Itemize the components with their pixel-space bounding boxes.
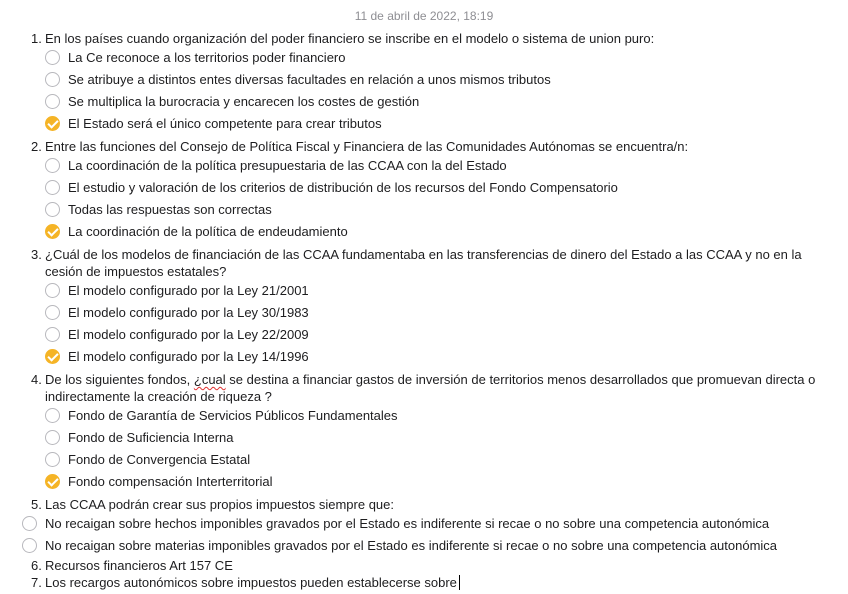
question-text: En los países cuando organización del poder financiero se inscribe en el modelo o sistema de union puro: bbox=[45, 31, 655, 46]
question-text: Las CCAA podrán crear sus propios impuestos siempre que: bbox=[45, 497, 395, 512]
question-number: 6. bbox=[31, 558, 42, 573]
checklist-item[interactable] bbox=[0, 449, 848, 471]
question-text: Entre las funciones del Consejo de Política Fiscal y Financiera de las Comunidades Autónomas se encuentra/n: bbox=[45, 139, 689, 154]
checklist-item[interactable] bbox=[0, 280, 848, 302]
question-number: 3. bbox=[31, 247, 42, 262]
question-5[interactable] bbox=[0, 496, 848, 513]
checklist-item-label: No recaigan sobre hechos imponibles gravados por el Estado es indiferente si recae o no sobre una competencia autonómica bbox=[45, 516, 770, 531]
question-1[interactable] bbox=[0, 30, 848, 47]
checklist-item[interactable] bbox=[0, 177, 848, 199]
checklist-item-label: La Ce reconoce a los territorios poder financiero bbox=[68, 50, 346, 65]
question-4[interactable] bbox=[0, 371, 848, 405]
timestamp: 11 de abril de 2022, 18:19 bbox=[354, 9, 494, 23]
question-7[interactable] bbox=[0, 574, 848, 591]
question-text-start: De los siguientes fondos, bbox=[45, 372, 194, 387]
question-6[interactable] bbox=[0, 557, 848, 574]
unchecked-circle-icon[interactable] bbox=[45, 408, 60, 423]
question-number: 1. bbox=[31, 31, 42, 46]
checklist-item[interactable] bbox=[0, 199, 848, 221]
checklist-item[interactable] bbox=[0, 91, 848, 113]
checklist-item-label: Fondo compensación Interterritorial bbox=[68, 474, 273, 489]
unchecked-circle-icon[interactable] bbox=[22, 538, 37, 553]
question-number: 5. bbox=[31, 497, 42, 512]
checklist-item-label: La coordinación de la política de endeudamiento bbox=[68, 224, 348, 239]
unchecked-circle-icon[interactable] bbox=[45, 50, 60, 65]
checklist-item-label: Se multiplica la burocracia y encarecen los costes de gestión bbox=[68, 94, 420, 109]
unchecked-circle-icon[interactable] bbox=[45, 158, 60, 173]
checklist-item-label: El modelo configurado por la Ley 30/1983 bbox=[68, 305, 309, 320]
checkmark-circle-icon[interactable] bbox=[45, 224, 60, 239]
checklist-item-label: El modelo configurado por la Ley 22/2009 bbox=[68, 327, 309, 342]
checklist-item-label: Todas las respuestas son correctas bbox=[68, 202, 272, 217]
checklist-item[interactable] bbox=[0, 471, 848, 493]
unchecked-circle-icon[interactable] bbox=[45, 180, 60, 195]
checklist-item[interactable] bbox=[0, 69, 848, 91]
checklist-item-label: El estudio y valoración de los criterios de distribución de los recursos del Fondo Compensatorio bbox=[68, 180, 618, 195]
checklist-item[interactable] bbox=[0, 535, 848, 557]
checklist-item-label: No recaigan sobre materias imponibles gravados por el Estado es indiferente si recae o no sobre una competencia autonómica bbox=[45, 538, 778, 553]
checklist-item[interactable] bbox=[0, 427, 848, 449]
checkmark-circle-icon[interactable] bbox=[45, 349, 60, 364]
question-text-end: se destina a financiar gastos de inversión de territorios menos desarrollados que promuevan directa o indirectamente la creación de riqueza ? bbox=[45, 372, 816, 404]
question-2[interactable] bbox=[0, 138, 848, 155]
checkmark-circle-icon[interactable] bbox=[45, 116, 60, 131]
misspelled-word[interactable]: ¿cual bbox=[193, 372, 226, 387]
question-number: 2. bbox=[31, 139, 42, 154]
checklist-item-label: Fondo de Suficiencia Interna bbox=[68, 430, 234, 445]
checklist-item[interactable] bbox=[0, 113, 848, 135]
question-text: ¿Cuál de los modelos de financiación de las CCAA fundamentaba en las transferencias de dinero del Estado a las CCAA y no en la cesión de impuestos estatales? bbox=[45, 247, 802, 279]
checklist-item[interactable] bbox=[0, 155, 848, 177]
question-number: 7. bbox=[31, 575, 42, 590]
checklist-item-label: Fondo de Garantía de Servicios Públicos Fundamentales bbox=[68, 408, 398, 423]
checklist-item[interactable] bbox=[0, 47, 848, 69]
question-text: Recursos financieros Art 157 CE bbox=[45, 558, 233, 573]
checklist-item[interactable] bbox=[0, 221, 848, 243]
text-cursor bbox=[459, 575, 460, 590]
checklist-item[interactable] bbox=[0, 346, 848, 368]
question-3[interactable] bbox=[0, 246, 848, 280]
note-body[interactable] bbox=[0, 30, 848, 591]
unchecked-circle-icon[interactable] bbox=[45, 430, 60, 445]
checklist-item[interactable] bbox=[0, 513, 848, 535]
unchecked-circle-icon[interactable] bbox=[45, 202, 60, 217]
checklist-item[interactable] bbox=[0, 302, 848, 324]
checkmark-circle-icon[interactable] bbox=[45, 474, 60, 489]
unchecked-circle-icon[interactable] bbox=[45, 327, 60, 342]
question-text: Los recargos autonómicos sobre impuestos pueden establecerse sobre bbox=[45, 575, 457, 590]
unchecked-circle-icon[interactable] bbox=[45, 94, 60, 109]
unchecked-circle-icon[interactable] bbox=[22, 516, 37, 531]
checklist-item[interactable] bbox=[0, 405, 848, 427]
checklist-item-label: El Estado será el único competente para crear tributos bbox=[68, 116, 382, 131]
unchecked-circle-icon[interactable] bbox=[45, 305, 60, 320]
unchecked-circle-icon[interactable] bbox=[45, 452, 60, 467]
checklist-item[interactable] bbox=[0, 324, 848, 346]
checklist-item-label: El modelo configurado por la Ley 14/1996 bbox=[68, 349, 309, 364]
question-number: 4. bbox=[31, 372, 42, 387]
checklist-item-label: Se atribuye a distintos entes diversas facultades en relación a unos mismos tributos bbox=[68, 72, 551, 87]
checklist-item-label: El modelo configurado por la Ley 21/2001 bbox=[68, 283, 309, 298]
checklist-item-label: La coordinación de la política presupuestaria de las CCAA con la del Estado bbox=[68, 158, 507, 173]
unchecked-circle-icon[interactable] bbox=[45, 283, 60, 298]
checklist-item-label: Fondo de Convergencia Estatal bbox=[68, 452, 251, 467]
unchecked-circle-icon[interactable] bbox=[45, 72, 60, 87]
